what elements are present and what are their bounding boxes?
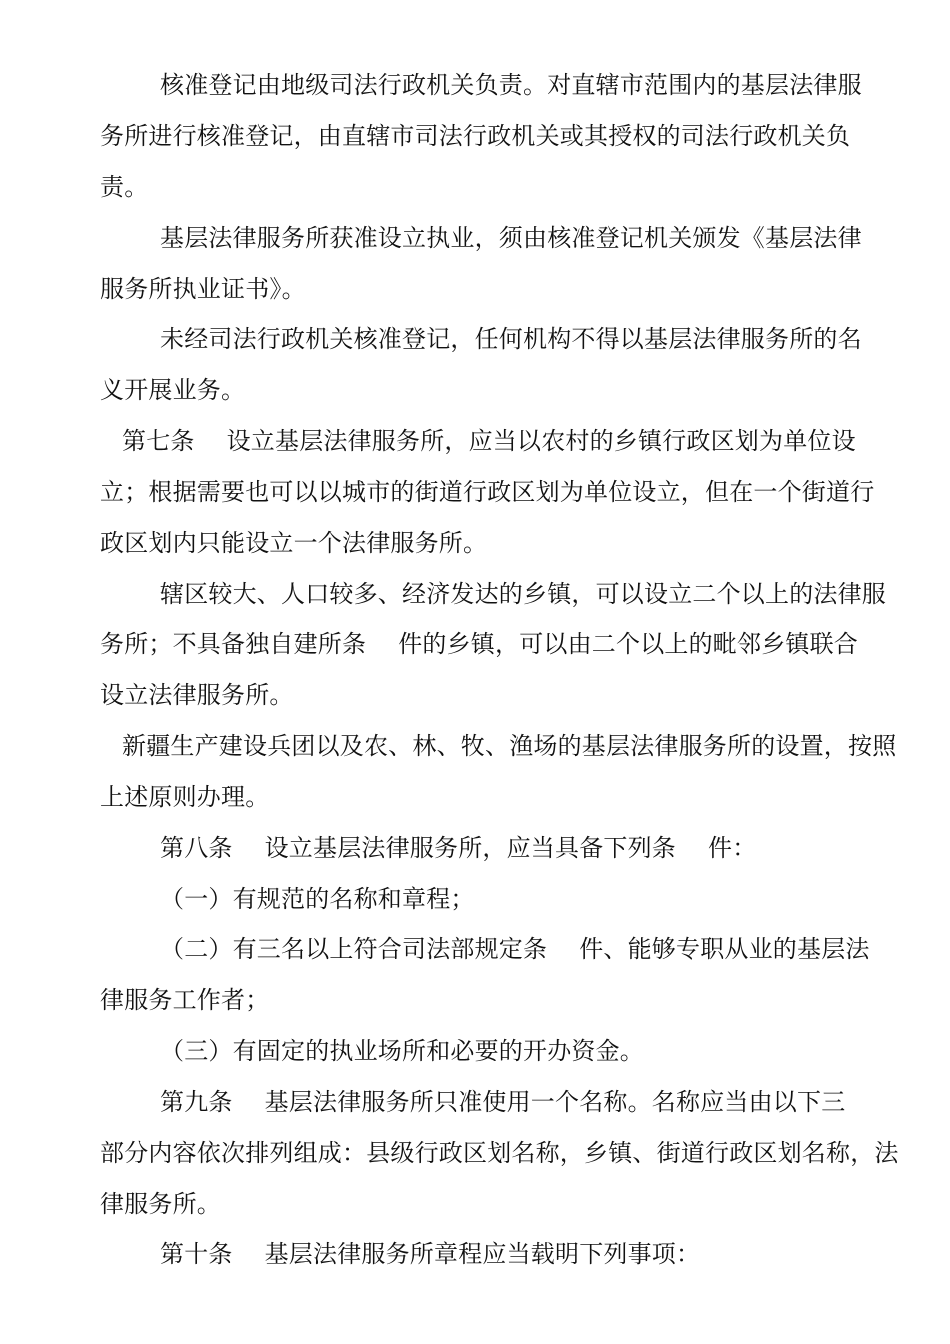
list-item bbox=[160, 929, 870, 969]
paragraph-text: 务所；不具备独自建所条 bbox=[100, 630, 367, 658]
paragraph-line: 义开展业务。 bbox=[100, 376, 246, 404]
paragraph-line: 未经司法行政机关核准登记，任何机构不得以基层法律服务所的名 bbox=[160, 325, 862, 353]
article-number: 第十条 bbox=[160, 1240, 233, 1268]
list-item-text: 件、能够专职从业的基层法 bbox=[579, 935, 870, 963]
paragraph-line: 律服务工作者； bbox=[100, 986, 270, 1014]
paragraph-line: 务所进行核准登记，由直辖市司法行政机关或其授权的司法行政机关负 bbox=[100, 122, 851, 150]
list-item-text: （二）有三名以上符合司法部规定条 bbox=[160, 935, 548, 963]
article-heading-line bbox=[160, 1082, 845, 1122]
article-text: 设立基层法律服务所，应当以农村的乡镇行政区划为单位设 bbox=[226, 427, 856, 455]
list-item: （三）有固定的执业场所和必要的开办资金。 bbox=[160, 1037, 644, 1065]
article-number: 第九条 bbox=[160, 1088, 233, 1116]
paragraph-line: 责。 bbox=[100, 173, 149, 201]
article-heading-line bbox=[122, 421, 856, 461]
paragraph-line bbox=[100, 624, 858, 664]
article-number: 第八条 bbox=[160, 834, 233, 862]
article-heading-line bbox=[160, 828, 756, 868]
paragraph-line: 新疆生产建设兵团以及农、林、牧、渔场的基层法律服务所的设置，按照 bbox=[122, 732, 897, 760]
paragraph-line: 部分内容依次排列组成：县级行政区划名称，乡镇、街道行政区划名称，法 bbox=[100, 1139, 899, 1167]
list-item: （一）有规范的名称和章程； bbox=[160, 885, 475, 913]
paragraph-line: 设立法律服务所。 bbox=[100, 681, 294, 709]
paragraph-line: 服务所执业证书》。 bbox=[100, 275, 306, 303]
article-number: 第七条 bbox=[122, 427, 195, 455]
paragraph-line: 立；根据需要也可以以城市的街道行政区划为单位设立，但在一个街道行 bbox=[100, 478, 875, 506]
paragraph-line: 律服务所。 bbox=[100, 1190, 221, 1218]
paragraph-line: 政区划内只能设立一个法律服务所。 bbox=[100, 529, 488, 557]
paragraph-line: 辖区较大、人口较多、经济发达的乡镇，可以设立二个以上的法律服 bbox=[160, 580, 886, 608]
article-text: 基层法律服务所只准使用一个名称。名称应当由以下三 bbox=[264, 1088, 846, 1116]
article-text: 件： bbox=[708, 834, 757, 862]
article-text: 基层法律服务所章程应当载明下列事项： bbox=[264, 1240, 701, 1268]
article-text: 设立基层法律服务所，应当具备下列条 bbox=[264, 834, 677, 862]
paragraph-line: 基层法律服务所获准设立执业，须由核准登记机关颁发《基层法律 bbox=[160, 224, 862, 252]
paragraph-text: 件的乡镇，可以由二个以上的毗邻乡镇联合 bbox=[398, 630, 859, 658]
paragraph-line: 上述原则办理。 bbox=[100, 783, 270, 811]
article-heading-line bbox=[160, 1234, 700, 1274]
paragraph-line: 核准登记由地级司法行政机关负责。对直辖市范围内的基层法律服 bbox=[160, 71, 862, 99]
